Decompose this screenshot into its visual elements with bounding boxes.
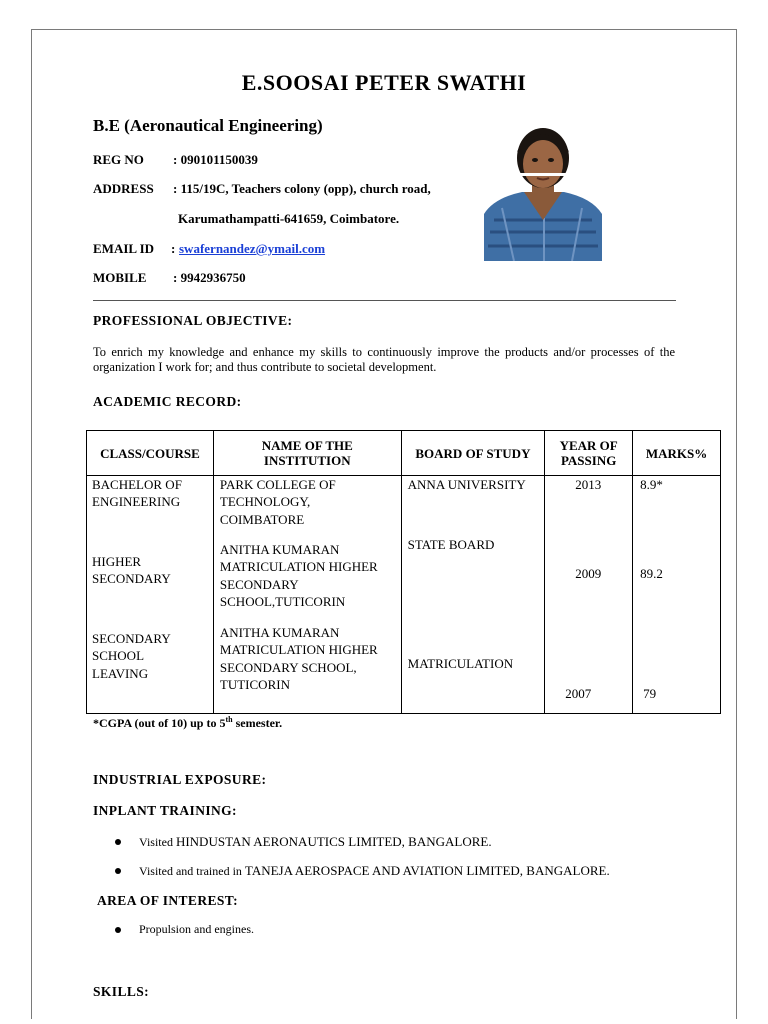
table-cell: SECONDARY xyxy=(92,571,171,586)
interest-heading: AREA OF INTEREST: xyxy=(97,893,239,908)
industrial-heading: INDUSTRIAL EXPOSURE: xyxy=(93,772,267,787)
table-cell: SCHOOL xyxy=(92,648,145,663)
profile-photo xyxy=(484,122,602,261)
table-cell: ANITHA KUMARAN xyxy=(219,625,340,640)
inplant-heading: INPLANT TRAINING: xyxy=(93,803,237,818)
table-cell: STATE BOARD xyxy=(407,537,495,552)
bullet-icon xyxy=(115,839,121,845)
table-cell: 89.2 xyxy=(640,566,663,581)
email-label: EMAIL ID xyxy=(93,241,155,256)
table-cell: HIGHER xyxy=(92,554,142,569)
reg-no-label: REG NO xyxy=(93,152,144,167)
table-cell: ENGINEERING xyxy=(92,494,181,509)
candidate-name: E.SOOSAI PETER SWATHI xyxy=(241,70,527,95)
marks-column xyxy=(633,476,721,714)
table-cell: MATRICULATION HIGHER xyxy=(219,559,378,574)
table-cell: SECONDARY xyxy=(219,577,299,592)
table-cell: SECONDARY xyxy=(92,631,171,646)
table-cell: 79 xyxy=(643,686,657,701)
institution-column xyxy=(213,476,401,714)
academic-heading: ACADEMIC RECORD: xyxy=(93,394,242,409)
item-prefix: Visited and trained in xyxy=(139,864,245,878)
table-cell: MATRICULATION xyxy=(407,656,514,671)
table-cell: TUTICORIN xyxy=(219,677,290,692)
table-header-cell: BOARD OF STUDY xyxy=(401,431,545,476)
table-cell: 2013 xyxy=(575,477,602,492)
interest-item: Propulsion and engines. xyxy=(139,922,254,936)
reg-no-value: : 090101150039 xyxy=(173,152,258,167)
address-label: ADDRESS xyxy=(93,181,154,196)
address-line-1: : 115/19C, Teachers colony (opp), church road, xyxy=(173,181,431,196)
course-column xyxy=(87,476,214,714)
table-cell: TECHNOLOGY, xyxy=(219,494,311,509)
table-cell: SECONDARY SCHOOL, xyxy=(219,660,357,675)
email-link[interactable]: swafernandez@ymail.com xyxy=(179,241,326,256)
mobile-value: : 9942936750 xyxy=(173,270,246,285)
footnote-superscript: th xyxy=(225,715,233,724)
table-cell: BACHELOR OF xyxy=(92,477,182,492)
bullet-icon xyxy=(115,868,121,874)
skills-heading: SKILLS: xyxy=(93,984,150,999)
table-cell: ANNA UNIVERSITY xyxy=(407,477,526,492)
table-cell: 2007 xyxy=(565,686,592,701)
table-header-cell: CLASS/COURSE xyxy=(87,431,214,476)
table-header-cell: MARKS% xyxy=(633,431,721,476)
table-cell: ANITHA KUMARAN xyxy=(219,542,340,557)
table-cell: 8.9* xyxy=(640,477,663,492)
board-column xyxy=(401,476,545,714)
item-company: HINDUSTAN AERONAUTICS LIMITED, BANGALORE. xyxy=(175,834,492,849)
item-company: TANEJA AEROSPACE AND AVIATION LIMITED, BANGALORE. xyxy=(244,863,610,878)
table-header-cell: NAME OF THE INSTITUTION xyxy=(213,431,401,476)
objective-text: To enrich my knowledge and enhance my skills to continuously improve the products and/or processes of the organization I work for; and thus contribute to societal development. xyxy=(93,345,675,374)
academic-record-table xyxy=(86,430,721,714)
table-cell: LEAVING xyxy=(92,666,149,681)
item-prefix: Visited xyxy=(139,835,176,849)
header-divider xyxy=(93,300,676,301)
inplant-item-1 xyxy=(139,834,492,850)
table-cell: SCHOOL,TUTICORIN xyxy=(219,594,346,609)
table-cell: COIMBATORE xyxy=(219,512,305,527)
table-cell: 2009 xyxy=(575,566,602,581)
bullet-icon xyxy=(115,927,121,933)
table-cell: PARK COLLEGE OF xyxy=(219,477,336,492)
mobile-label: MOBILE xyxy=(93,270,147,285)
address-line-2: Karumathampatti-641659, Coimbatore. xyxy=(178,211,400,226)
degree-title: B.E (Aeronautical Engineering) xyxy=(93,116,323,135)
inplant-item-2 xyxy=(139,863,610,879)
table-cell: MATRICULATION HIGHER xyxy=(219,642,378,657)
table-row xyxy=(87,476,721,714)
year-column xyxy=(545,476,633,714)
table-header-cell: YEAR OF PASSING xyxy=(545,431,633,476)
footnote-text-end: semester. xyxy=(232,716,283,730)
cgpa-footnote xyxy=(93,715,282,731)
footnote-text: *CGPA (out of 10) up to 5 xyxy=(93,716,226,730)
table-header-row xyxy=(87,431,721,476)
email-colon: : xyxy=(171,241,176,256)
objective-heading: PROFESSIONAL OBJECTIVE: xyxy=(93,313,293,328)
